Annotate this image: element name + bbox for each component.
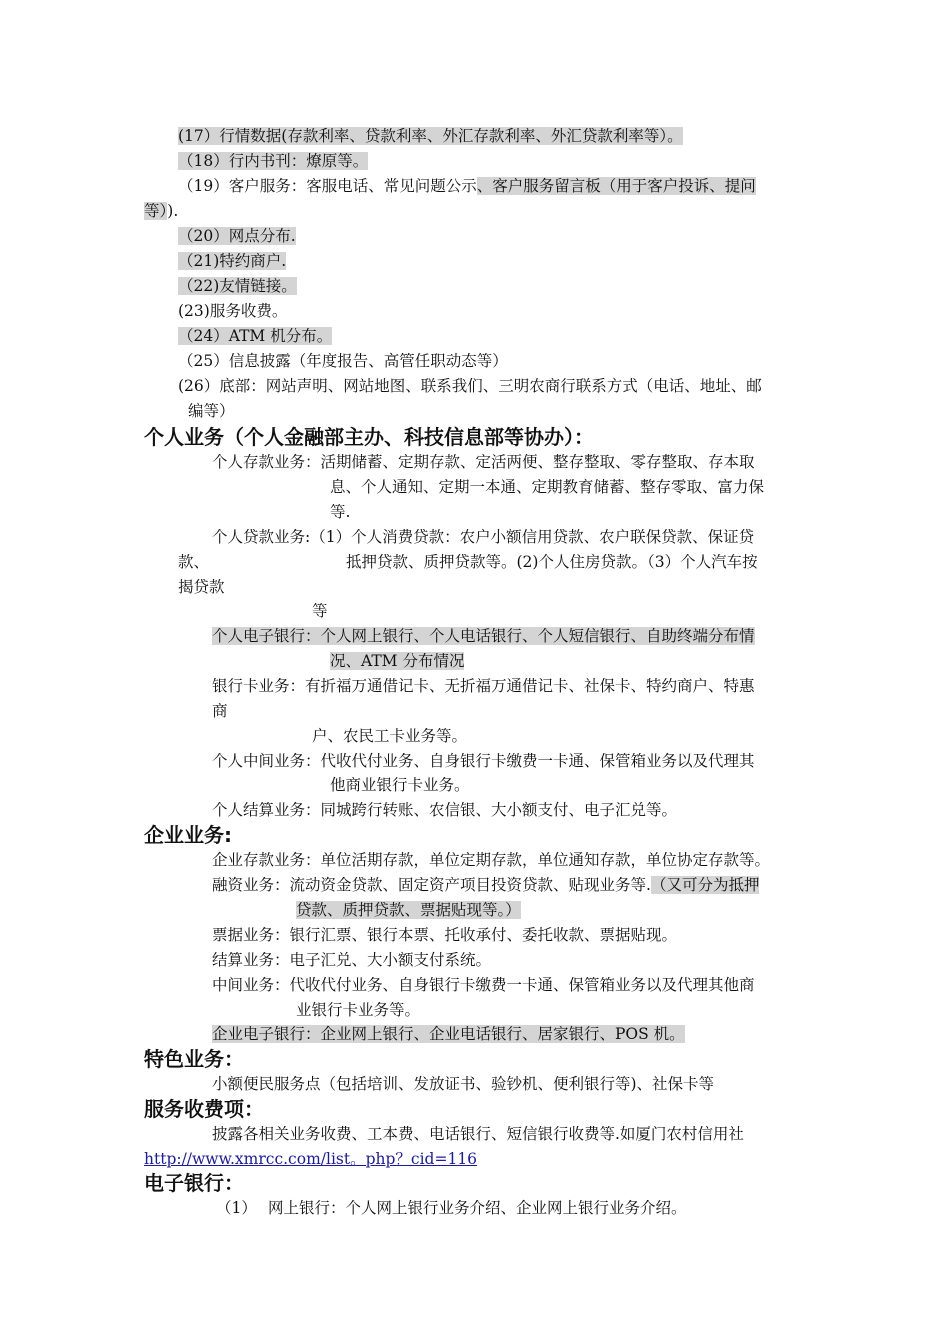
item-20: （20）网点分布. <box>178 227 296 245</box>
personal-mid-line2: 他商业银行卡业务。 <box>330 776 470 794</box>
item-23: (23)服务收费。 <box>178 302 288 320</box>
personal-heading: 个人业务（个人金融部主办、科技信息部等协办）： <box>144 425 594 449</box>
personal-loan-line4: 等 <box>312 602 328 620</box>
personal-deposit-line3: 等. <box>330 503 351 521</box>
special-heading: 特色业务： <box>144 1047 244 1071</box>
personal-deposit-line2: 息、个人通知、定期一本通、定期教育储蓄、整存零取、富力保 <box>330 478 765 496</box>
special-text: 小额便民服务点（包括培训、发放证书、验钞机、便利银行等)、社保卡等 <box>212 1075 715 1093</box>
item-24: （24）ATM 机分布。 <box>178 327 333 345</box>
item-18: （18）行内书刊：燎原等。 <box>178 152 369 170</box>
item-19-line1: （19）客户服务：客服电话、常见问题公示、客户服务留言板（用于客户投诉、提问 <box>178 177 756 195</box>
corporate-settle: 结算业务：电子汇兑、大小额支付系统。 <box>212 951 492 969</box>
personal-settle: 个人结算业务：同城跨行转账、农信银、大小额支付、电子汇兑等。 <box>212 801 678 819</box>
card-line2: 商 <box>212 702 228 720</box>
item-26-line2: 编等） <box>188 402 235 420</box>
fees-heading: 服务收费项： <box>144 1097 264 1121</box>
corporate-heading: 企业业务: <box>144 823 232 847</box>
personal-ebank-line1: 个人电子银行：个人网上银行、个人电话银行、个人短信银行、自助终端分布情 <box>212 627 755 645</box>
corporate-mid-line2: 业银行卡业务等。 <box>296 1001 421 1019</box>
item-22: （22)友情链接。 <box>178 277 297 295</box>
item-19-line2: 等）). <box>144 202 179 220</box>
personal-loan-line2b: 抵押贷款、质押贷款等。(2)个人住房贷款。（3）个人汽车按 <box>346 553 758 571</box>
card-line1: 银行卡业务：有折福万通借记卡、无折福万通借记卡、社保卡、特约商户、特惠 <box>212 677 755 695</box>
item-25: （25）信息披露（年度报告、高管任职动态等） <box>178 352 508 370</box>
corporate-mid-line1: 中间业务：代收代付业务、自身银行卡缴费一卡通、保管箱业务以及代理其他商 <box>212 976 755 994</box>
ebanking-item-text: 网上银行：个人网上银行业务介绍、企业网上银行业务介绍。 <box>268 1199 687 1217</box>
corporate-finance-line1: 融资业务：流动资金贷款、固定资产项目投资贷款、贴现业务等.（又可分为抵押 <box>212 876 760 894</box>
item-21: （21)特约商户. <box>178 252 287 270</box>
fees-link[interactable]: http://www.xmrcc.com/list。php？cid=116 <box>144 1150 478 1168</box>
fees-link-line <box>144 1149 477 1169</box>
personal-loan-line2a: 款、 <box>178 553 210 571</box>
item-17: (17）行情数据(存款利率、贷款利率、外汇存款利率、外汇贷款利率等）。 <box>178 127 683 145</box>
corporate-deposit: 企业存款业务：单位活期存款，单位定期存款，单位通知存款，单位协定存款等。 <box>212 851 771 869</box>
personal-deposit-line1: 个人存款业务：活期储蓄、定期存款、定活两便、整存整取、零存整取、存本取 <box>212 453 755 471</box>
corporate-bill: 票据业务：银行汇票、银行本票、托收承付、委托收款、票据贴现。 <box>212 926 678 944</box>
fees-text: 披露各相关业务收费、工本费、电话银行、短信银行收费等.如厦门农村信用社 <box>212 1125 744 1143</box>
personal-mid-line1: 个人中间业务：代收代付业务、自身银行卡缴费一卡通、保管箱业务以及代理其 <box>212 752 755 770</box>
corporate-finance-line2: 贷款、质押贷款、票据贴现等。） <box>296 901 521 919</box>
corporate-ebank: 企业电子银行：企业网上银行、企业电话银行、居家银行、POS 机。 <box>212 1025 685 1043</box>
personal-ebank-line2: 况、ATM 分布情况 <box>330 652 465 670</box>
personal-loan-line1: 个人贷款业务:（1）个人消费贷款：农户小额信用贷款、农户联保贷款、保证贷 <box>212 528 755 546</box>
card-line3: 户、农民工卡业务等。 <box>312 727 468 745</box>
item-26-line1: (26）底部：网站声明、网站地图、联系我们、三明农商行联系方式（电话、地址、邮 <box>178 377 762 395</box>
ebanking-item-number: （1） <box>216 1199 257 1217</box>
personal-loan-line3: 揭贷款 <box>178 578 225 596</box>
ebanking-heading: 电子银行： <box>144 1171 244 1195</box>
